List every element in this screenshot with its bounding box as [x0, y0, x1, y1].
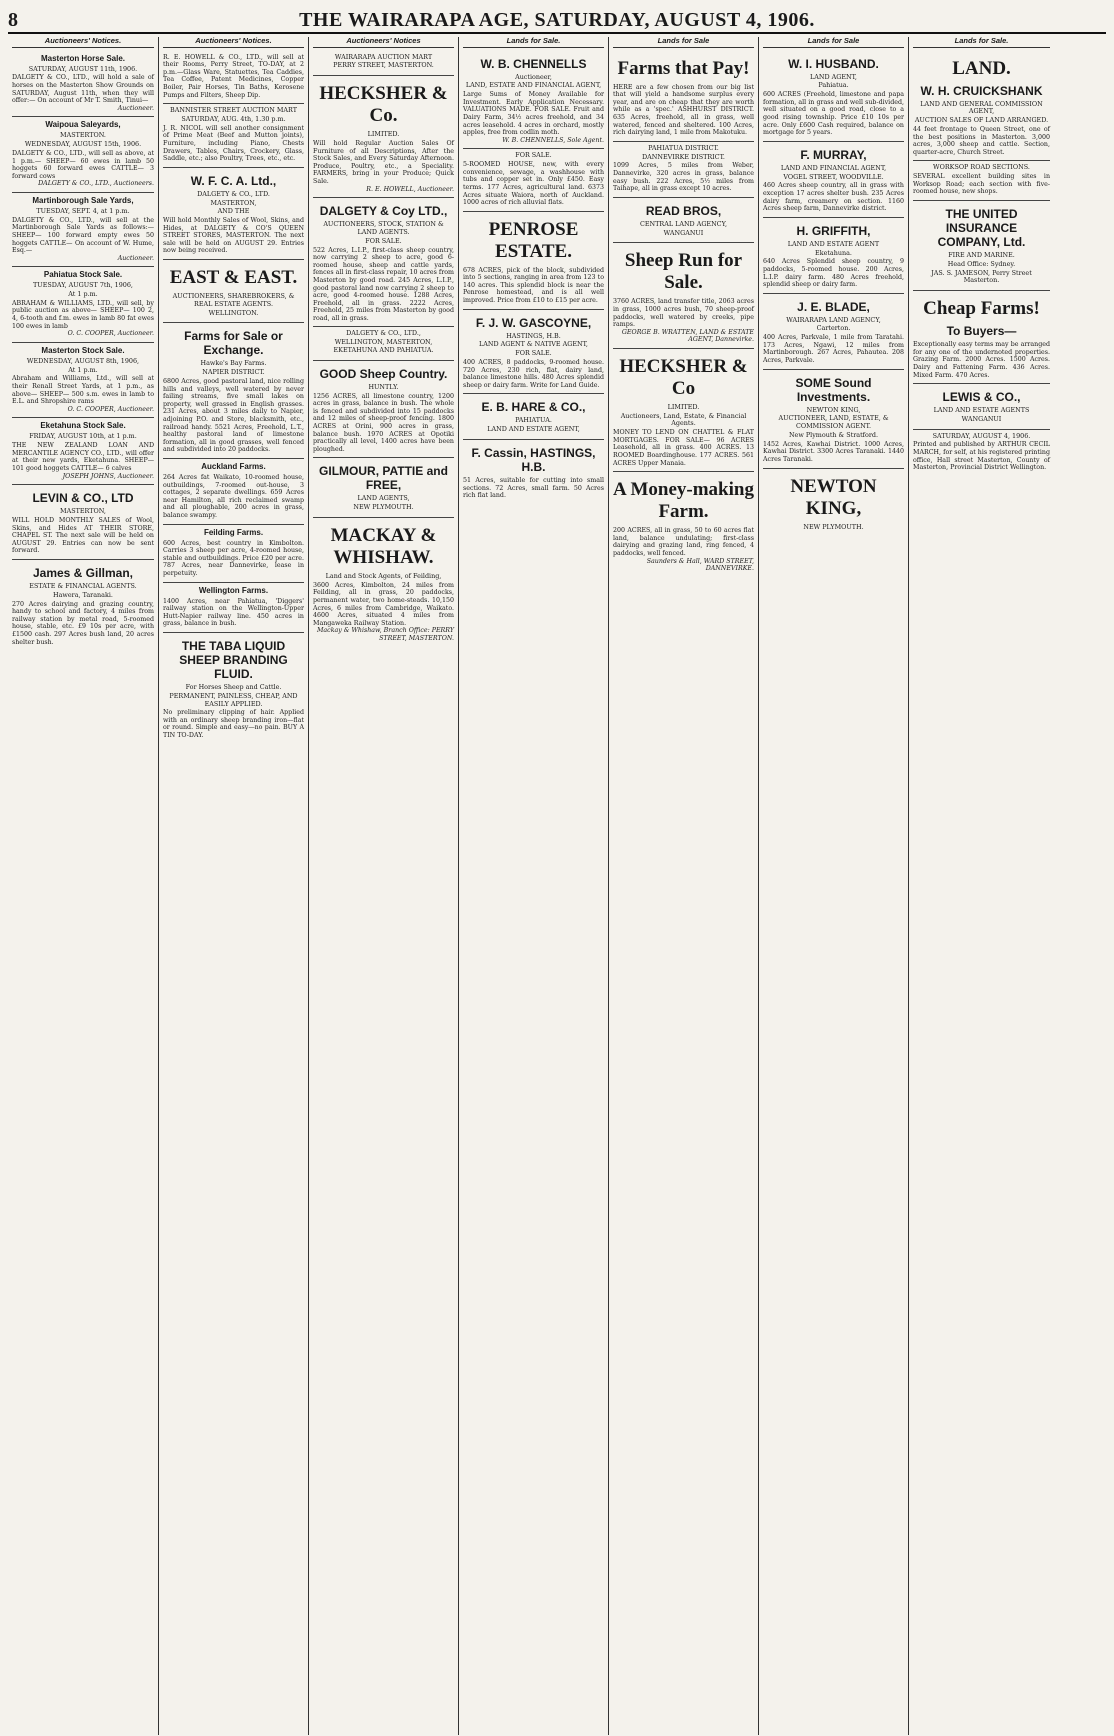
advertisement: [763, 142, 904, 218]
ad-signature: JOSEPH JOHNS, Auctioneer.: [62, 472, 154, 480]
ad-subline: Pahiatua.: [818, 81, 849, 90]
ad-subline: WANGANUI: [961, 414, 1002, 423]
ad-display-name: Farms for Sale or Exchange.: [184, 329, 283, 358]
column-7: [908, 37, 1054, 1735]
ad-headline: LAND.: [952, 57, 1011, 79]
ad-body-text: 264 Acres fat Waikato, 10-roomed house, outbuildings, 7-roomed out-house, 3 cottages, 2 separate dwellings. 659 Acres near Hamilton, all rich reclaimed swamp and all ploughable, 200 acres in grass, balance swampy.: [163, 474, 304, 519]
ad-display-name: LEWIS & CO.,: [942, 390, 1021, 405]
ad-body-text: 5-ROOMED HOUSE, new, with every convenience, sewage, a washhouse with tubs and copper set in. Only £450. Easy terms. 177 Acres, agricultural land. 6373 Acres situate Waiora, north of Auckland. 1000 acres of rich alluvial flats.: [463, 161, 604, 207]
ad-subline: MASTERTON.: [60, 131, 106, 140]
ad-subline: WANGANUI: [663, 228, 704, 237]
ad-body-text: Will hold Regular Auction Sales Of Furniture of all Descriptions, After the Stock Sales, and Every Saturday Afternoon. Produce, Poultry, etc., a Speciality. FARMERS, bring in your Produce; Quick Sale.: [313, 139, 454, 185]
ad-body-text: 400 Acres, Parkvale, 1 mile from Taratahi. 173 Acres, Ngawi, 12 miles from Martinborough. 267 Acres, Pahautea. 208 Acres, Parkvale.: [763, 334, 904, 365]
ad-subline: DALGETY & CO., LTD.,: [346, 329, 421, 338]
ad-signature: GEORGE B. WRATTEN, LAND & ESTATE AGENT, Dannevirke.: [621, 328, 754, 344]
masthead: [8, 6, 1106, 34]
ad-body-text: WILL HOLD MONTHLY SALES of Wool, Skins, and Hides AT THEIR STORE, CHAPEL ST. The next sale will be held on AUGUST 29. Entries can now be sent forward.: [12, 516, 154, 555]
ad-subline: SATURDAY, AUGUST 4, 1906.: [932, 431, 1031, 440]
ad-subline: PERMANENT, PAINLESS, CHEAP, AND EASILY APPLIED.: [169, 691, 298, 708]
advertisement: [463, 394, 604, 440]
ad-subline: NEW PLYMOUTH.: [803, 522, 864, 531]
ad-body-text: MONEY TO LEND ON CHATTEL & FLAT MORTGAGES. FOR SALE— 96 ACRES Leasehold, all in grass. 400 ACRES. 13 ROOMED Boardinghouse. 177 ACRES. 561 ACRES Upper Manaia.: [613, 429, 754, 467]
ad-subline: NEWTON KING,: [806, 405, 861, 414]
ad-subline: WELLINGTON.: [208, 308, 259, 317]
ad-display-name: James & Gillman,: [32, 565, 134, 580]
ad-subline: FOR SALE.: [515, 349, 552, 358]
advertisement: [763, 370, 904, 469]
ad-display-name: F. MURRAY,: [800, 147, 867, 162]
advertisement: [313, 458, 454, 518]
ad-body-text: SEVERAL excellent building sites in Worksop Road; each section with five-roomed house, new shops.: [913, 173, 1050, 196]
column-header: Lands for Sale.: [913, 37, 1050, 48]
ad-display-name: DALGETY & Coy LTD.,: [319, 204, 448, 219]
ad-headline: Cheap Farms!: [923, 298, 1040, 320]
advertisement: [913, 430, 1050, 476]
ad-subline: AND THE: [217, 207, 250, 216]
ad-subline: PERRY STREET, MASTERTON.: [333, 61, 434, 70]
ad-subline: MASTERTON,: [60, 507, 106, 516]
column-3: [308, 37, 458, 1735]
advertisement: [763, 469, 904, 537]
advertisement: [313, 76, 454, 198]
ad-subline: PAHIATUA.: [515, 416, 552, 425]
ad-subline: Hawke's Bay Farms.: [200, 359, 267, 368]
advertisement: [163, 459, 304, 525]
advertisement: [12, 51, 154, 118]
ad-body-text: 6800 Acres, good pastoral land, nice rolling hills and valleys, well watered by never failing streams, five small lakes on property, well grassed in English grasses. 231 Acres, about 3 miles daily to Napier, adjoining P.O. and Store, blacksmith, etc., railroad handy. 5521 Acres, Freehold, L.T., healthy pastoral land of limestone formation, all in good grasses, well fenced and subdivided into 20 paddocks.: [163, 378, 304, 454]
ad-subline: FIRE AND MARINE.: [948, 250, 1015, 259]
advertisement: [763, 294, 904, 370]
ad-subline: WEDNESDAY, AUGUST 15th, 1906.: [24, 140, 142, 149]
ad-subline: DANNEVIRKE DISTRICT.: [642, 152, 725, 161]
ad-body-text: Printed and published by ARTHUR CECIL MARCH, for self, at his registered printing office, Hall street Masterton, County of Masterton, Provincial District Wellington.: [913, 441, 1050, 472]
ad-subline: HUNTLY.: [368, 382, 399, 391]
ad-body-text: 3760 ACRES, land transfer title, 2063 acres in grass, 1000 acres bush, 70 sheep-proof paddocks, well watered by creeks, pipe ramps.: [613, 298, 754, 329]
advertisement: [12, 267, 154, 343]
ad-subline: LAND AND FINANCIAL AGENT,: [780, 163, 887, 172]
ad-body-text: Large Sums of Money Available for Investment. Early Application Necessary. VALUATIONS MADE. FOR SALE. Fruit and Dairy Farm, 34½ acres freehold, and 34 acres leasehold. 4 acres in orchard, mostly apples, free from codlin moth.: [463, 91, 604, 137]
ad-title: Waipoua Saleyards,: [45, 120, 121, 130]
advertisement: [163, 51, 304, 105]
ad-title: Eketahuna Stock Sale.: [40, 421, 126, 431]
advertisement: [463, 212, 604, 310]
ad-subline: SATURDAY, AUG. 4th, 1.30 p.m.: [181, 114, 286, 123]
ad-display-name: W. F. C. A. Ltd.,: [190, 173, 277, 188]
ad-body-text: 270 Acres dairying and grazing country, handy to school and factory, 4 miles from railway station by metal road, 5-roomed house, stable, etc. £9 10s per acre, with £1500 cash. 297 Acres bush land, 20 acres shelter bush.: [12, 600, 154, 646]
ad-display-name: W. H. CRUICKSHANK: [920, 83, 1043, 98]
advertisement: [313, 518, 454, 647]
advertisement: [763, 51, 904, 142]
ad-body-text: R. E. HOWELL & CO., LTD., will sell at their Rooms, Perry Street, TO-DAY, at 2 p.m.—Glass Ware, Statuettes, Tea Caddies, Tea Coffee, Patent Medicines, Copper Boiler, Pair Horses, Tin Baths, Kerosene Pumps and Filters, Sheep Dip.: [163, 53, 304, 99]
ad-body-text: 1099 Acres, 5 miles from Weber, Dannevirke, 320 acres in grass, balance easy bush. 222 Acres, 5½ miles from Taihape, all in grass except 10 acres.: [613, 162, 754, 193]
ad-title: Masterton Stock Sale.: [41, 345, 125, 355]
ad-subline: Head Office: Sydney.: [947, 259, 1016, 268]
advertisement: [613, 349, 754, 472]
advertisement: [313, 51, 454, 77]
advertisement: [913, 161, 1050, 201]
ad-subline: LAND AND ESTATE AGENT: [787, 239, 880, 248]
ad-subline: NAPIER DISTRICT.: [202, 368, 265, 377]
columns-container: [8, 37, 1106, 1735]
ad-headline: PENROSE ESTATE.: [488, 218, 579, 262]
ad-subline: LAND AGENT,: [810, 72, 857, 81]
ad-subline: MASTERTON,: [210, 198, 257, 207]
ad-subline: BANNISTER STREET AUCTION MART: [170, 106, 297, 115]
advertisement: [163, 583, 304, 633]
advertisement: [163, 525, 304, 583]
ad-display-name: READ BROS,: [645, 203, 722, 218]
ad-subline: WEDNESDAY, AUGUST 8th, 1906,: [26, 356, 140, 365]
newspaper-title: THE WAIRARAPA AGE, SATURDAY, AUGUST 4, 1906.: [299, 9, 815, 31]
ad-subline: Land and Stock Agents, of Feilding,: [325, 572, 442, 580]
ad-subline: At 1 p.m.: [68, 290, 98, 299]
advertisement: [12, 560, 154, 650]
advertisement: [463, 149, 604, 211]
ad-body-text: 1256 ACRES, all limestone country, 1200 acres in grass, balance in bush. The whole is fenced and subdivided into 15 paddocks and 12 miles of sheep-proof fencing. 1800 ACRES at Orini, 900 acres in grass, balance bush. 1970 ACRES at Opotiki practically all level, 1400 acres have been ploughed.: [313, 392, 454, 453]
ad-body-text: THE NEW ZEALAND LOAN AND MERCANTILE AGENCY CO., LTD., will offer at their new yards, Eketahuna. SHEEP— 101 good hoggets CATTLE— 6 calves: [12, 442, 154, 472]
advertisement: [763, 218, 904, 294]
ad-signature: O. C. COOPER, Auctioneer.: [67, 330, 154, 338]
ad-title: Masterton Horse Sale.: [40, 53, 126, 63]
column-header: Lands for Sale: [763, 37, 904, 48]
ad-title: Wellington Farms.: [198, 585, 269, 595]
advertisement: [12, 193, 154, 267]
ad-subline: SATURDAY, AUGUST 11th, 1906.: [28, 64, 138, 73]
column-header: Lands for Sale.: [463, 37, 604, 48]
ad-subline: At 1 p.m.: [68, 365, 98, 374]
ad-body-text: ABRAHAM & WILLIAMS, LTD., will sell, by public auction as above— SHEEP— 100 2, 4, 6-tooth and f.m. ewes in lamb 80 fat ewes 100 ewes in lamb: [12, 299, 154, 330]
ad-subline: LAND AGENT & NATIVE AGENT,: [479, 340, 588, 349]
advertisement: [12, 343, 154, 419]
ad-display-name: LEVIN & CO., LTD: [32, 491, 134, 506]
ad-body-text: 44 feet frontage to Queen Street, one of the best positions in Masterton. 3,000 acres, 3,000 sheep and cattle. Section, quarter-acre, Church Street.: [913, 125, 1050, 156]
ad-display-name: GOOD Sheep Country.: [319, 366, 448, 381]
ad-headline: HECKSHER & Co.: [319, 83, 448, 127]
ad-subline: PAHIATUA DISTRICT.: [648, 143, 719, 152]
advertisement: [313, 198, 454, 327]
ad-body-text: 200 ACRES, all in grass, 50 to 60 acres flat land, balance undulating; first-class dairying and grazing land, ring fenced, 4 paddocks, well fenced.: [613, 527, 754, 558]
ad-headline: EAST & EAST.: [169, 267, 298, 289]
ad-headline: MACKAY & WHISHAW.: [330, 525, 437, 568]
advertisement: [163, 633, 304, 744]
ad-body-text: 3600 Acres, Kimbolton, 24 miles from Feilding, all in grass, 20 paddocks, permanent water, two home-steads. 10,150 Acres, 6 miles from Cambridge, Waikato. 4600 Acres, situated 4 miles from Mangaweka Railway Station.: [313, 581, 454, 627]
column-header: Auctioneers' Notices: [313, 37, 454, 48]
advertisement: [613, 243, 754, 349]
ad-body-text: 600 ACRES (Freehold, limestone and papa formation, all in grass and well sub-divided, well situated on a good road, close to a good rising township. Price £10 10s per acre. Only £600 Cash required, balance on mortgage for 5 years.: [763, 91, 904, 137]
ad-title: Auckland Farms.: [201, 462, 266, 471]
ad-subline: LAND AND GENERAL COMMISSION AGENT,: [920, 99, 1043, 116]
ad-signature: O. C. COOPER, Auctioneer.: [67, 405, 154, 413]
ad-signature: Auctioneer.: [117, 104, 154, 112]
ad-body-text: 1400 Acres, near Pahiatua, 'Diggers' railway station on the Wellington-Upper Hutt-Napier railway line. 450 acres in grass, balance in bush.: [163, 597, 304, 628]
ad-signature: Saunders & Hall, WARD STREET, DANNEVIRKE.: [646, 557, 754, 573]
ad-subline: HASTINGS, H.B.: [506, 331, 561, 340]
ad-body-text: DALGETY & CO., LTD., will sell as above, at 1 p.m.— SHEEP— 60 ewes in lamb 50 hoggets 60 forward ewes CATTLE— 3 forward cows: [12, 149, 154, 180]
ad-signature: W. B. CHENNELLS, Sole Agent.: [502, 136, 604, 144]
ad-subline: AUCTIONEERS, STOCK, STATION & LAND AGENTS.: [323, 220, 444, 236]
ad-signature: DALGETY & CO., LTD., Auctioneers.: [38, 180, 154, 188]
ad-subline: FRIDAY, AUGUST 10th, at 1 p.m.: [29, 432, 137, 441]
ad-subline: VOGEL STREET, WOODVILLE.: [783, 172, 884, 181]
ad-display-name: E. B. HARE & CO.,: [481, 400, 586, 415]
advertisement: [913, 51, 1050, 162]
advertisement: [463, 310, 604, 395]
advertisement: [163, 260, 304, 323]
advertisement: [313, 361, 454, 459]
ad-display-name: F. Cassin, HASTINGS, H.B.: [471, 446, 596, 475]
ad-headline: NEWTON KING,: [790, 475, 877, 519]
ad-body-text: No preliminary clipping of hair. Applied with an ordinary sheep branding iron—flat or round. Simple and easy—no pain. BUY A TIN TO-DAY.: [163, 709, 304, 740]
ad-subline: WAIRARAPA AUCTION MART: [334, 52, 433, 61]
ad-subline: TUESDAY, AUGUST 7th, 1906,: [33, 281, 133, 290]
ad-subline: FOR SALE.: [365, 236, 402, 245]
advertisement: [613, 472, 754, 577]
advertisement: [613, 142, 754, 198]
ad-body-text: Exceptionally easy terms may be arranged for any one of the undernoted properties. Grazing Farm. 2000 Acres. 1500 Acres. Dairy and Fattening Farm. 436 Acres. Mixed Farm. 470 Acres.: [913, 341, 1050, 379]
ad-body-text: 522 Acres, L.I.P., first-class sheep country, now carrying 2 sheep to acre, good 6-roomed house, sheep and cattle yards, fences all in first-class repair, 10 acres from Masterton by good road. 245 Acres, L.I.P., good pastoral land now carrying 2 sheep to acre, good 4-roomed house. 1288 Acres, Freehold, all in grass. 2222 Acres, Freehold, 25 miles from Masterton by good road, all in grass.: [313, 246, 454, 322]
advertisement: [313, 327, 454, 360]
advertisement: [463, 51, 604, 150]
advertisement: [12, 485, 154, 560]
ad-body-text: Will hold Monthly Sales of Wool, Skins, and Hides, at DALGETY & CO'S QUEEN STREET STORES, MASTERTON. The next sale will be held on AUGUST 29. Entries now being received.: [163, 217, 304, 255]
ad-display-name: THE UNITED INSURANCE COMPANY, Ltd.: [937, 206, 1026, 249]
ad-subline: Carterton.: [816, 324, 851, 333]
ad-signature: R. E. HOWELL, Auctioneer.: [366, 185, 454, 193]
ad-body-text: HERE are a few chosen from our big list that will yield a handsome surplus every year, and are on cheap that they are worth while as a 'spec.' ASHHURST DISTRICT. 635 Acres, freehold, all in grass, well watered, fenced and sheltered. 100 Acres, rich dairying land, 1 mile from Makotuku.: [613, 83, 754, 137]
ad-body-text: 1452 Acres, Kawhai District. 1000 Acres, Kawhai District. 3300 Acres Taranaki. 1440 Acres Taranaki.: [763, 440, 904, 464]
ad-title: Feilding Farms.: [203, 527, 264, 537]
ad-body-text: Abraham and Williams, Ltd., will sell at their Renall Street Yards, at 1 p.m., as above— SHEEP— 500 s.m. ewes in lamb to E.L. and Shropshire rams: [12, 375, 154, 406]
ad-subline: LAND AND ESTATE AGENT,: [487, 425, 580, 434]
ad-body-text: DALGETY & CO., LTD., will hold a sale of horses on the Masterton Show Grounds on SATURDAY, August 11th, when they will offer:— On account of Mr T. Smith, Tinui—: [12, 74, 154, 105]
column-header: Lands for Sale: [613, 37, 754, 48]
ad-body-text: 400 ACRES, 8 paddocks, 9-roomed house. 720 Acres, 230 rich, flat, dairy land, balance limestone hills. 480 Acres splendid sheep or dairy farm. Write for Land Guide.: [463, 359, 604, 389]
advertisement: [12, 418, 154, 485]
advertisement: [613, 51, 754, 142]
ad-subline: New Plymouth & Stratford.: [788, 431, 879, 440]
ad-subline: NEW PLYMOUTH.: [353, 503, 414, 512]
column-5: [608, 37, 758, 1735]
advertisement: [913, 291, 1050, 384]
ad-subline: JAS. S. JAMESON, Perry Street Masterton.: [931, 268, 1032, 285]
advertisement: [163, 323, 304, 459]
advertisement: [913, 384, 1050, 430]
ad-display-name: W. B. CHENNELLS: [480, 56, 587, 71]
ad-signature: Auctioneer.: [117, 254, 154, 262]
ad-headline: Sheep Run for Sale.: [624, 250, 743, 294]
ad-body-text: 640 Acres Splendid sheep country, 9 paddocks, 5-roomed house. 200 Acres, L.I.P. dairy farm. 480 Acres freehold, splendid sheep or dairy farm.: [763, 258, 904, 289]
column-1: [8, 37, 158, 1735]
column-header: Auctioneers' Notices.: [163, 37, 304, 48]
ad-headline: A Money-making Farm.: [613, 479, 754, 523]
ad-subline: ESTATE & FINANCIAL AGENTS.: [29, 581, 137, 590]
ad-display-name: F. J. W. GASCOYNE,: [475, 315, 592, 330]
ad-subline: FOR SALE.: [515, 151, 552, 160]
ad-subline: Auctioneers, Land, Estate, & Financial Agents.: [620, 411, 747, 428]
ad-body-text: 600 Acres, best country in Kimbolton. Carries 3 sheep per acre, 4-roomed house, stable and outbuildings. Price £20 per acre. 787 Acres, near Dannevirke, lease in perpetuity.: [163, 539, 304, 577]
ad-subline: AUCTIONEER, LAND, ESTATE, & COMMISSION AGENT.: [778, 414, 889, 431]
ad-subline: WAIRARAPA LAND AGENCY,: [786, 315, 881, 324]
ad-subline: TUESDAY, SEPT. 4, at 1 p.m.: [36, 206, 130, 215]
ad-subline: WELLINGTON, MASTERTON, EKETAHUNA AND PAHIATUA.: [333, 338, 434, 355]
ad-subline: LIMITED.: [667, 402, 700, 411]
ad-subline: For Horses Sheep and Cattle.: [185, 682, 282, 691]
ad-body-text: 460 Acres sheep country, all in grass with exception 17 acres shelter bush. 235 Acres dairy farm, creamery on section. 1160 Acres sheep farm, Dannevirke district.: [763, 182, 904, 213]
column-4: [458, 37, 608, 1735]
ad-subline: AUCTION SALES OF LAND ARRANGED.: [914, 116, 1049, 125]
page-number: 8: [8, 9, 18, 31]
ad-display-name: H. GRIFFITH,: [796, 223, 871, 238]
ad-display-name: W. I. HUSBAND.: [788, 56, 879, 71]
ad-title: Pahiatua Stock Sale.: [43, 270, 123, 280]
ad-subline: AUCTIONEERS, SHAREBROKERS, & REAL ESTATE AGENTS.: [172, 292, 295, 308]
ad-body-text: 678 ACRES, pick of the block, subdivided into 5 sections, ranging in area from 123 to 140 acres. This splendid block is near the Penrose homestead, and is all well improved. Price from £10 to £15 per acre.: [463, 266, 604, 305]
ad-display-name: SOME Sound Investments.: [795, 375, 872, 404]
column-header: Auctioneers' Notices.: [12, 37, 154, 48]
ad-body-text: DALGETY & CO., LTD., will sell at the Martinborough Sale Yards as follows:— SHEEP— 100 forward empty ewes 50 hoggets CATTLE— On account of W. Hume, Esq.—: [12, 216, 154, 255]
advertisement: [463, 440, 604, 504]
ad-display-name: THE TABA LIQUID SHEEP BRANDING FLUID.: [179, 638, 288, 681]
ad-subline: Auctioneer,: [515, 72, 552, 81]
advertisement: [163, 168, 304, 260]
advertisement: [913, 201, 1050, 291]
ad-subline: LAND AND ESTATE AGENTS: [933, 406, 1030, 415]
ad-subline: DALGETY & CO., LTD.: [197, 189, 270, 198]
ad-subline: LAND AGENTS,: [357, 494, 410, 503]
column-6: [758, 37, 908, 1735]
ad-display-name: To Buyers—: [946, 324, 1017, 339]
ad-subline: Eketahuna.: [815, 248, 852, 257]
ad-subline: LIMITED.: [367, 130, 400, 139]
ad-display-name: GILMOUR, PATTIE and FREE,: [319, 464, 448, 493]
advertisement: [613, 198, 754, 244]
ad-display-name: J. E. BLADE,: [797, 299, 870, 314]
ad-subline: WORKSOP ROAD SECTIONS.: [933, 163, 1030, 172]
ad-subline: CENTRAL LAND AGENCY,: [639, 219, 727, 228]
ad-subline: Hawera, Taranaki.: [53, 590, 113, 599]
ad-body-text: J. R. NICOL will sell another consignment of Prime Meat (Beef and Mutton joints), Furniture, including Piano, Chests Drawers, Tables, Chairs, Crockery, Glass, Saddle, etc.; also Poultry, Trees, etc., etc.: [163, 124, 304, 163]
ad-headline: HECKSHER & Co: [619, 355, 748, 399]
advertisement: [163, 104, 304, 168]
ad-body-text: 51 Acres, suitable for cutting into small sections. 72 Acres, small farm. 50 Acres rich flat land.: [463, 477, 604, 500]
ad-subline: LAND, ESTATE AND FINANCIAL AGENT,: [465, 81, 602, 90]
ad-headline: Farms that Pay!: [617, 57, 750, 79]
column-2: [158, 37, 308, 1735]
advertisement: [12, 117, 154, 193]
ad-title: Martinborough Sale Yards,: [32, 195, 134, 205]
ad-signature: Mackay & Whishaw, Branch Office: PERRY STREET, MASTERTON.: [316, 627, 454, 642]
